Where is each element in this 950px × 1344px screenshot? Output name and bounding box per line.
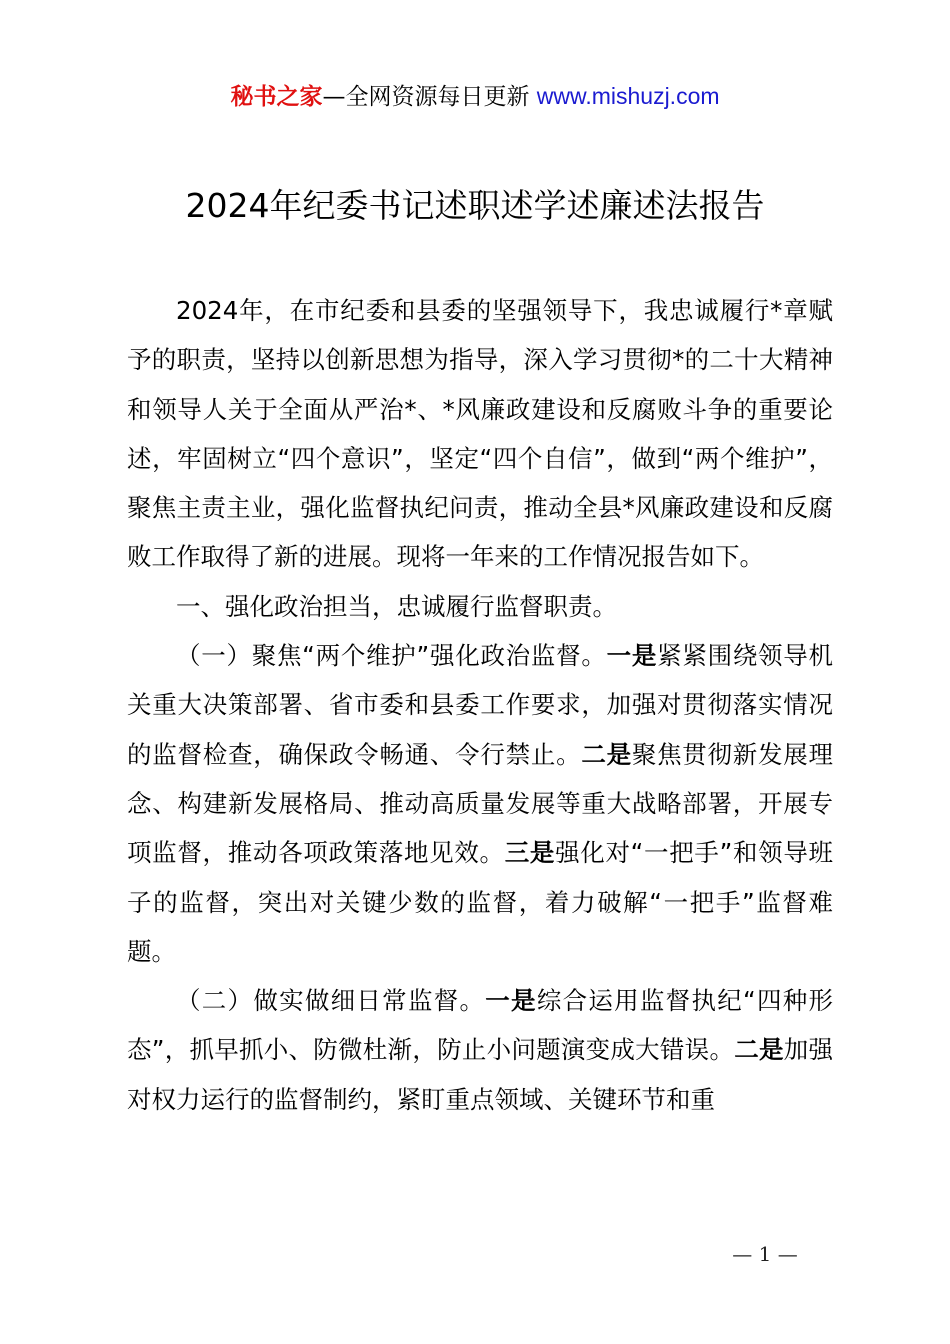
point-text: 聚焦贯彻新发展理念、构建新发展格局、推动高质量发展等重大战略部署，开展专项监督，推动各项政策落地见效。 (127, 739, 834, 868)
point-label: 二是 (581, 739, 632, 769)
subsection-paragraph-1 (127, 631, 833, 976)
site-header (0, 80, 950, 113)
document-body (127, 286, 833, 1124)
page-number: — 1 — (732, 1242, 798, 1266)
point-label: 一是 (485, 986, 537, 1016)
subsection-heading: （一）聚焦“两个维护”强化政治监督。 (176, 641, 607, 671)
subsection-heading: （二）做实做细日常监督。 (176, 986, 486, 1016)
section-heading: 一、强化政治担当，忠诚履行监督职责。 (176, 591, 617, 621)
subsection-paragraph-2 (127, 976, 833, 1124)
site-brand: 秘书之家 (230, 84, 323, 110)
document-title: 2024年纪委书记述职述学述廉述法报告 (185, 186, 765, 225)
site-tagline: —全网资源每日更新 (322, 84, 530, 110)
point-text: 加强对权力运行的监督制约，紧盯重点领域、关键环节和重 (127, 1035, 834, 1114)
point-text: 综合运用监督执纪“四种形态”，抓早抓小、防微杜渐，防止小问题演变成大错误。 (127, 986, 833, 1065)
point-label: 二是 (734, 1035, 784, 1065)
point-label: 一是 (606, 641, 658, 671)
site-url-link[interactable]: www.mishuzj.com (536, 83, 720, 109)
point-text: 紧紧围绕领导机关重大决策部署、省市委和县委工作要求，加强对贯彻落实情况的监督检查，确保政令畅通、令行禁止。 (127, 641, 834, 769)
point-text: 强化对“一把手”和领导班子的监督，突出对关键少数的监督，着力破解“一把手”监督难题。 (127, 838, 834, 966)
intro-paragraph: 2024年，在市纪委和县委的坚强领导下，我忠诚履行*章赋予的职责，坚持以创新思想为指导，深入学习贯彻*的二十大精神和领导人关于全面从严治*、*风廉政建设和反腐败斗争的重要论述，牢固树立“四个意识”，坚定“四个自信”，做到“两个维护”，聚焦主责主业，强化监督执纪问责，推动全县*风廉政建设和反腐败工作取得了新的进展。现将一年来的工作情况报告如下。 (127, 296, 833, 572)
point-label: 三是 (504, 838, 556, 868)
